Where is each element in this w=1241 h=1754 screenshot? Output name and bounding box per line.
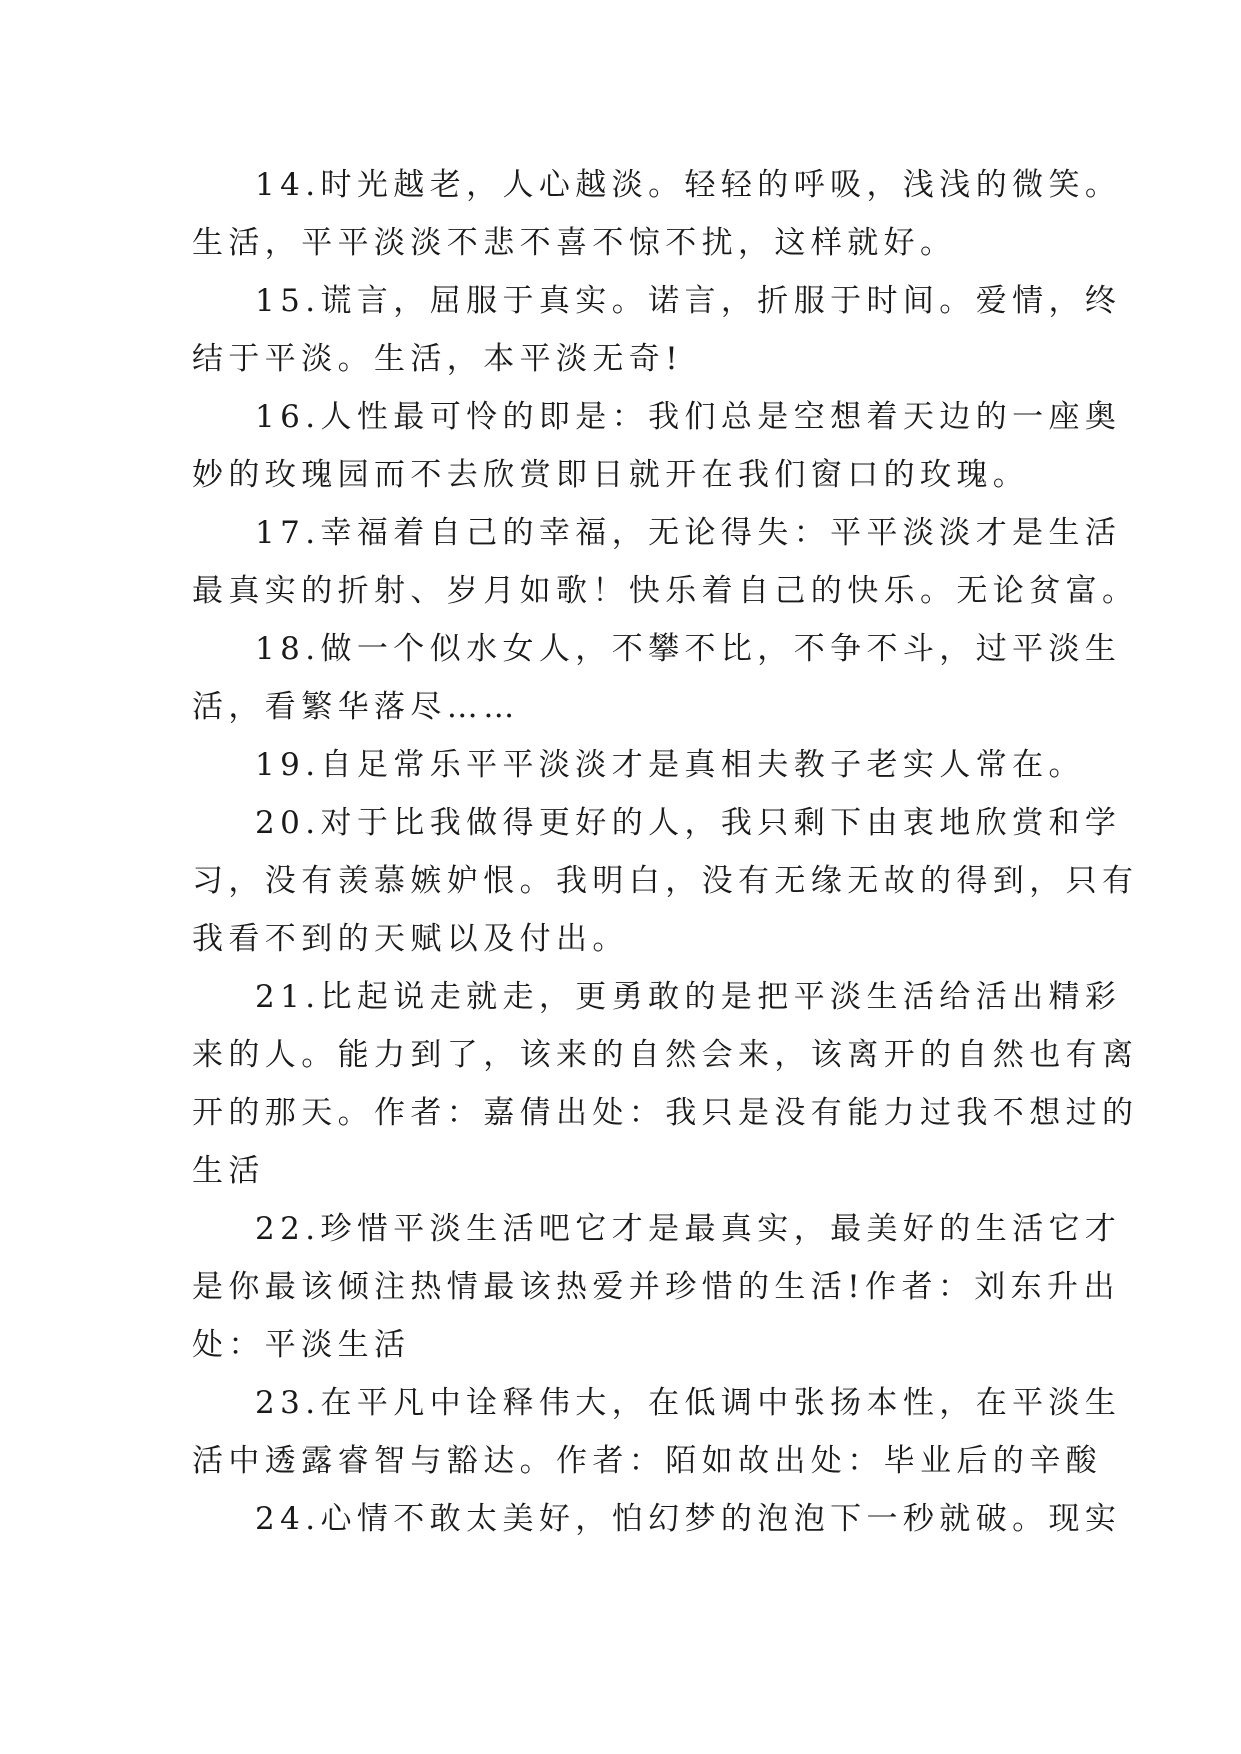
- paragraph-21-line-3: 开的那天。作者：嘉倩出处：我只是没有能力过我不想过的: [192, 1095, 1139, 1131]
- paragraph-21-line-1: 21.比起说走就走，更勇敢的是把平淡生活给活出精彩: [255, 979, 1122, 1015]
- paragraph-22-line-2: 是你最该倾注热情最该热爱并珍惜的生活!作者：刘东升出: [192, 1269, 1120, 1305]
- paragraph-19-line-1: 19.自足常乐平平淡淡才是真相夫教子老实人常在。: [255, 747, 1085, 783]
- paragraph-21-line-2: 来的人。能力到了，该来的自然会来，该离开的自然也有离: [192, 1037, 1139, 1073]
- paragraph-21-line-4: 生活: [192, 1153, 265, 1189]
- paragraph-23-line-1: 23.在平凡中诠释伟大，在低调中张扬本性，在平淡生: [255, 1385, 1122, 1421]
- paragraph-16-line-1: 16.人性最可怜的即是：我们总是空想着天边的一座奥: [255, 399, 1122, 435]
- paragraph-24-line-1: 24.心情不敢太美好，怕幻梦的泡泡下一秒就破。现实: [255, 1501, 1122, 1537]
- paragraph-20-line-2: 习，没有羡慕嫉妒恨。我明白，没有无缘无故的得到，只有: [192, 863, 1139, 899]
- paragraph-23-line-2: 活中透露睿智与豁达。作者：陌如故出处：毕业后的辛酸: [192, 1443, 1102, 1479]
- paragraph-22-line-1: 22.珍惜平淡生活吧它才是最真实，最美好的生活它才: [255, 1211, 1122, 1247]
- paragraph-15-line-2: 结于平淡。生活，本平淡无奇!: [192, 341, 684, 377]
- paragraph-22-line-3: 处：平淡生活: [192, 1327, 411, 1363]
- paragraph-17-line-1: 17.幸福着自己的幸福，无论得失：平平淡淡才是生活: [255, 515, 1122, 551]
- paragraph-18-line-1: 18.做一个似水女人，不攀不比，不争不斗，过平淡生: [255, 631, 1122, 667]
- paragraph-14-line-2: 生活，平平淡淡不悲不喜不惊不扰，这样就好。: [192, 225, 957, 261]
- paragraph-16-line-2: 妙的玫瑰园而不去欣赏即日就开在我们窗口的玫瑰。: [192, 457, 1030, 493]
- paragraph-17-line-2: 最真实的折射、岁月如歌！快乐着自己的快乐。无论贫富。: [192, 573, 1139, 609]
- paragraph-20-line-3: 我看不到的天赋以及付出。: [192, 921, 629, 957]
- paragraph-20-line-1: 20.对于比我做得更好的人，我只剩下由衷地欣赏和学: [255, 805, 1122, 841]
- paragraph-14-line-1: 14.时光越老，人心越淡。轻轻的呼吸，浅浅的微笑。: [255, 167, 1122, 203]
- paragraph-18-line-2: 活，看繁华落尽……: [192, 689, 520, 725]
- paragraph-15-line-1: 15.谎言，屈服于真实。诺言，折服于时间。爱情，终: [255, 283, 1122, 319]
